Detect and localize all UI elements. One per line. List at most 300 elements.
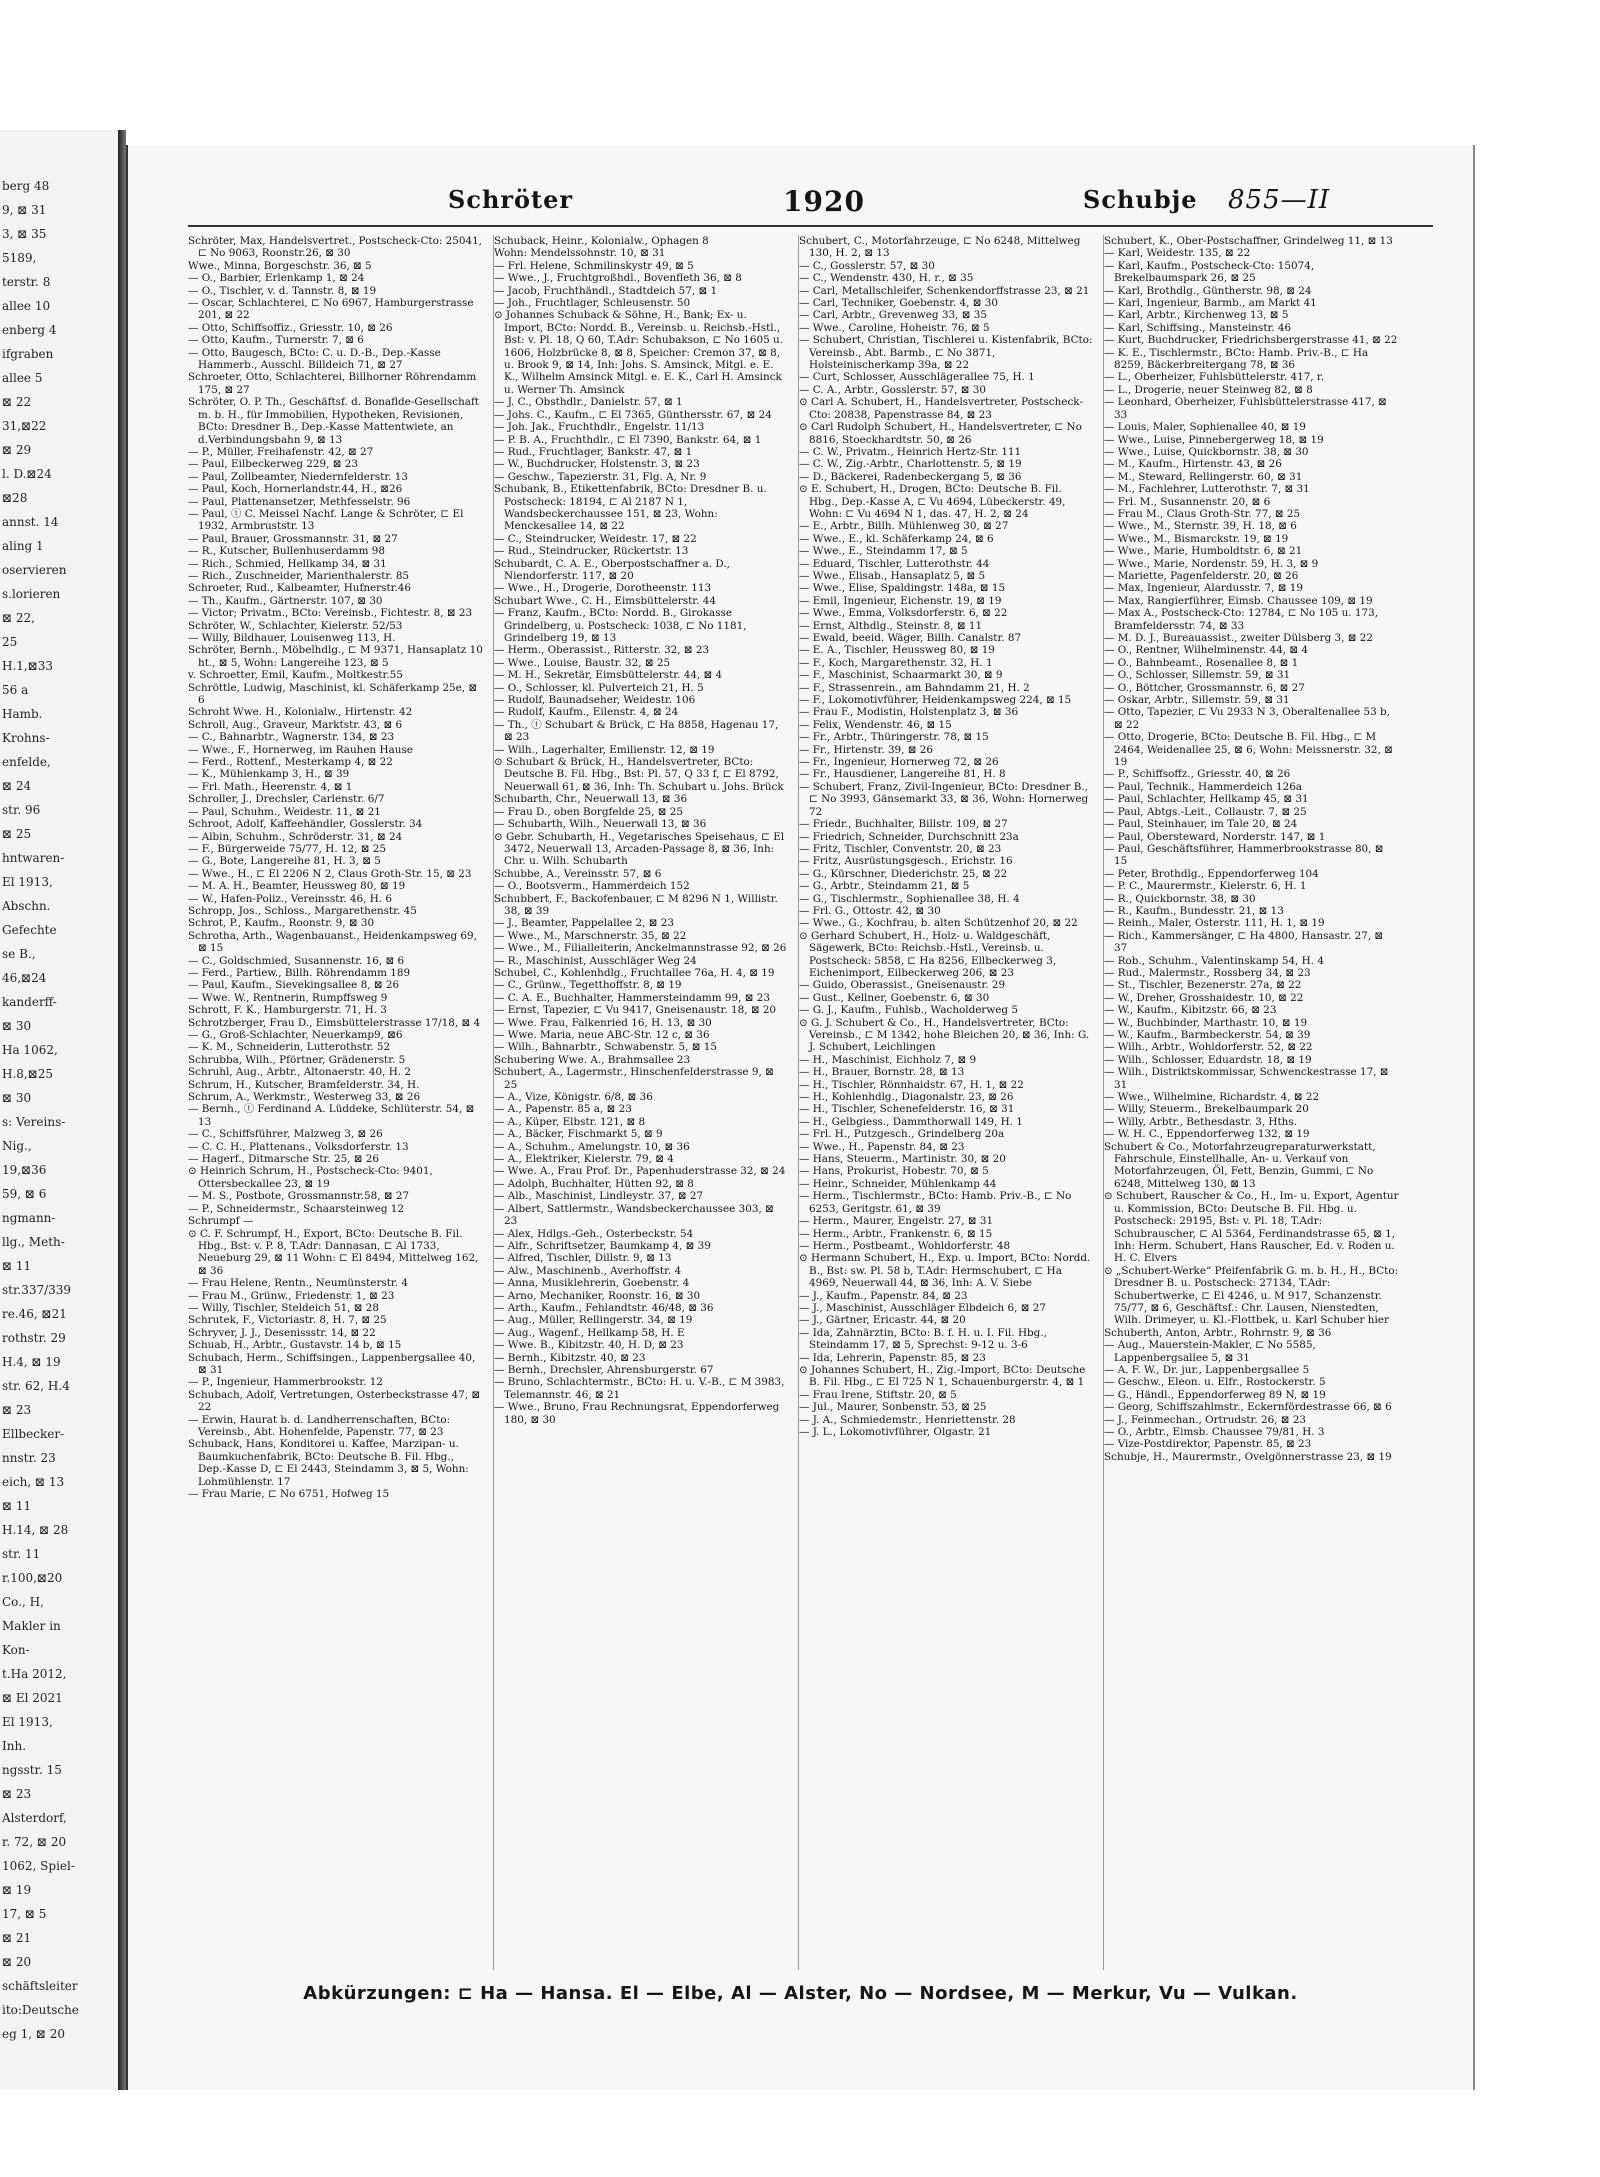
prev-page-text-fragment: ⊠ 25 [2, 827, 32, 841]
directory-entry: Schroll, Aug., Graveur, Marktstr. 43, ⊠ 6 [188, 718, 403, 731]
directory-entry: — Willy, Arbtr., Bethesdastr. 3, Hths. [1104, 1115, 1297, 1128]
directory-entry: v. Schroetter, Emil, Kaufm., Moltkestr.55 [188, 669, 403, 682]
directory-entry: — Karl, Arbtr., Kirchenweg 13, ⊠ 5 [1104, 309, 1289, 322]
directory-entry: — Ferd., Partiew., Billh. Röhrendamm 189 [188, 966, 411, 979]
prev-page-text-fragment: rothstr. 29 [2, 1331, 66, 1345]
directory-entry: — J., Feinmechan., Ortrudstr. 26, ⊠ 23 [1104, 1413, 1307, 1426]
directory-entry: — Leonhard, Oberheizer, Fuhlsbüttelerstrasse 417, ⊠ 33 [1104, 396, 1387, 421]
directory-entry: — Gust., Kellner, Goebenstr. 6, ⊠ 30 [799, 991, 990, 1004]
directory-entry: — W., Dreher, Grosshaidestr. 10, ⊠ 22 [1104, 991, 1304, 1004]
prev-page-text-fragment: El 1913, [2, 1715, 53, 1729]
abbreviations-footer: Abkürzungen: ⊏ Ha — Hansa. El — Elbe, Al — Alster, No — Nordsee, M — Merkur, Vu — Vulkan. [303, 1983, 1298, 2004]
directory-entry: — Otto, Kaufm., Turnerstr. 7, ⊠ 6 [188, 334, 364, 347]
directory-entry: — F., Strassenrein., am Bahndamm 21, H. 2 [799, 681, 1030, 694]
directory-entry: — O., Rentner, Wilhelminenstr. 44, ⊠ 4 [1104, 644, 1309, 657]
header-right-word: Schubje [1083, 185, 1198, 214]
directory-entry: — D., Bäckerei, Radenbeckergang 5, ⊠ 36 [799, 470, 1022, 483]
prev-page-text-fragment: r.100,⊠20 [2, 1571, 63, 1585]
directory-entry: — R., Kutscher, Bullenhuserdamm 98 [188, 545, 385, 558]
directory-entry: — Hans, Prokurist, Hobestr. 70, ⊠ 5 [799, 1165, 989, 1178]
prev-page-text-fragment: str.337/339 [2, 1283, 72, 1297]
directory-entry: — H., Kohlenhdlg., Diagonalstr. 23, ⊠ 26 [799, 1091, 1014, 1104]
directory-entry: ⊙ Gebr. Schubarth, H., Vegetarisches Speisehaus, ⊏ El 3472, Neuerwall 13, Arcaden-Passage 8, ⊠ 36, Inh: Chr. u. Wilh. Schubarth [494, 830, 785, 868]
directory-entry: — O., Böttcher, Grossmannstr. 6, ⊠ 27 [1104, 681, 1305, 694]
directory-entry: Schrubba, Wilh., Pförtner, Grädenerstr. 5 [188, 1053, 406, 1066]
directory-entry: ⊙ Hermann Schubert, H., Exp. u. Import, BCto: Nordd. B., Bst: sw. Pl. 58 b, T.Adr: Hermschubert, ⊏ Ha 4969, Neuerwall 44, ⊠ 36, Inh: A. V. Siebe [799, 1252, 1091, 1290]
directory-entry: — Rud., Fruchtlager, Bankstr. 47, ⊠ 1 [494, 445, 693, 458]
directory-entry: — Wwe., H., Papenstr. 84, ⊠ 23 [799, 1140, 965, 1153]
directory-entry: Schubart Wwe., C. H., Eimsbüttelerstr. 44 [494, 594, 716, 607]
directory-entry: — Karl, Weidestr. 135, ⊠ 22 [1104, 247, 1251, 260]
prev-page-text-fragment: H.4, ⊠ 19 [2, 1355, 61, 1369]
prev-page-text-fragment: Abschn. [2, 899, 51, 913]
directory-entry: — Aug., Mauerstein-Makler, ⊏ No 5585, Lappenbergsallee 5, ⊠ 31 [1104, 1339, 1316, 1364]
directory-entry: — Rich., Kammersänger, ⊏ Ha 4800, Hansastr. 27, ⊠ 37 [1104, 929, 1384, 955]
directory-entry: — O., Schlosser, Sillemstr. 59, ⊠ 31 [1104, 669, 1291, 682]
directory-entry: Schubbert, F., Backofenbauer, ⊏ M 8296 N 1, Willistr. 38, ⊠ 39 [494, 892, 778, 917]
directory-entry: — Max, Ingenieur, Alardusstr. 7, ⊠ 19 [1104, 582, 1303, 595]
prev-page-text-fragment: El 1913, [2, 875, 53, 889]
directory-entry: — Bernh., Kibitzstr. 40, ⊠ 23 [494, 1351, 646, 1364]
prev-page-text-fragment: berg 48 [2, 179, 50, 193]
directory-entry: — G., Bote, Langereihe 81, H. 3, ⊠ 5 [188, 855, 381, 868]
directory-entry: — Rich., Schmied, Hellkamp 34, ⊠ 31 [188, 557, 387, 570]
directory-entry: Schubarth, Chr., Neuerwall 13, ⊠ 36 [494, 793, 688, 806]
prev-page-text-fragment: H.1,⊠33 [2, 659, 54, 673]
directory-entry: — Wwe., G., Kochfrau, b. alten Schützenhof 20, ⊠ 22 [799, 917, 1078, 930]
directory-entry: — Ewald, beeid. Wäger, Billh. Canalstr. 87 [799, 632, 1022, 644]
directory-entry: — Paul, Kaufm., Sievekingsallee 8, ⊠ 26 [188, 979, 400, 992]
directory-entry: — G., Kürschner, Diederichstr. 25, ⊠ 22 [799, 867, 1008, 880]
directory-entry: — Willy, Tischler, Steldeich 51, ⊠ 28 [188, 1301, 380, 1314]
directory-entry: — Paul, Geschäftsführer, Hammerbrookstrasse 80, ⊠ 15 [1104, 842, 1384, 868]
directory-entry: — Rud., Steindrucker, Rückertstr. 13 [494, 545, 689, 558]
directory-entry: — Oskar, Arbtr., Sillemstr. 59, ⊠ 31 [1104, 694, 1290, 707]
directory-entry: Schrutek, F., Victoriastr. 8, H. 7, ⊠ 25 [188, 1314, 387, 1327]
directory-entry: — P. B. A., Fruchthdlr., ⊏ El 7390, Bankstr. 64, ⊠ 1 [494, 433, 762, 446]
directory-entry: — O., Tischler, v. d. Tannstr. 8, ⊠ 19 [188, 284, 377, 297]
directory-entry: — C., Bahnarbtr., Wagnerstr. 134, ⊠ 23 [188, 731, 395, 744]
directory-entry: — W., Kaufm., Barmbeckerstr. 54, ⊠ 39 [1104, 1029, 1311, 1041]
prev-page-text-fragment: schäftsleiter [2, 1979, 78, 1993]
prev-page-text-fragment: ⊠ 22, [2, 611, 35, 625]
directory-entry: — Frau Marie, ⊏ No 6751, Hofweg 15 [188, 1488, 390, 1501]
directory-entry: — G., Tischlermstr., Sophienallee 38, H. 4 [799, 892, 1020, 905]
prev-page-text-fragment: 56 a [2, 683, 29, 697]
directory-entry: — Paul, Schlachter, Hellkamp 45, ⊠ 31 [1104, 793, 1309, 806]
directory-entry: — Fritz, Tischler, Conventstr. 20, ⊠ 23 [799, 842, 1002, 855]
directory-entry: — C., Goldschmied, Susannenstr. 16, ⊠ 6 [188, 954, 405, 967]
directory-entry: — Schubert, Christian, Tischlerei u. Kistenfabrik, BCto: Vereinsb., Abt. Barmb., ⊏ No 3871, Holsteinischerkamp 39a, ⊠ 22 [799, 334, 1093, 372]
directory-entry: — H., Tischler, Schenefelderstr. 16, ⊠ 31 [799, 1103, 1015, 1116]
directory-entry: Schrum, A., Werkmstr., Westerweg 33, ⊠ 26 [188, 1091, 421, 1104]
directory-entry: — Frl. Math., Heerenstr. 4, ⊠ 1 [188, 780, 353, 793]
directory-entry: Schubert & Co., Motorfahrzeugreparaturwerkstatt, Fahrschule, Einstellhalle, An- u. Verkauf von Motorfahrzeugen, Öl, Fett, Benzin, Gummi, ⊏ No 6248, Mittelweg 130, ⊠ 13 [1104, 1140, 1376, 1190]
directory-entry: — M. H., Sekretär, Eimsbüttelerstr. 44, ⊠ 4 [494, 669, 723, 682]
directory-entry: Schroller, J., Drechsler, Carlenstr. 6/7 [188, 793, 385, 806]
directory-entry: Schroot, Adolf, Kaffeehändler, Gosslerstr. 34 [188, 818, 423, 831]
directory-entry: — Paul, Eilbeckerweg 229, ⊠ 23 [188, 458, 358, 471]
directory-entry: — Wilh., Lagerhalter, Emilienstr. 12, ⊠ 19 [494, 743, 715, 756]
directory-entry: — Friedrich, Schneider, Durchschnitt 23a [799, 830, 1019, 843]
directory-entry: Schubert, K., Ober-Postschaffner, Grindelweg 11, ⊠ 13 [1104, 235, 1393, 247]
prev-page-text-fragment: ⊠ 29 [2, 443, 32, 457]
prev-page-text-fragment: 1062, Spiel- [2, 1859, 75, 1873]
directory-entry: — Karl, Brothdlg., Güntherstr. 98, ⊠ 24 [1104, 284, 1312, 297]
directory-entry: — Paul, Plattenansetzer, Methfesselstr. 96 [188, 495, 411, 508]
directory-entry: — Paul, Abtgs.-Leit., Collaustr. 7, ⊠ 25 [1104, 805, 1307, 818]
directory-entry: — Schubarth, Wilh., Neuerwall 13, ⊠ 36 [494, 818, 707, 831]
directory-entry: — Johs. C., Kaufm., ⊏ El 7365, Günthersstr. 67, ⊠ 24 [494, 408, 772, 421]
directory-entry: ⊙ E. Schubert, H., Drogen, BCto: Deutsche B. Fil. Hbg., Dep.-Kasse A, ⊏ Vu 4694, Lübeckerstr. 49, Wohn: ⊏ Vu 4694 N 1, das. 47, H. 2, ⊠ 24 [799, 483, 1066, 520]
directory-entry: — Erwin, Haurat b. d. Landherrenschaften, BCto: Vereinsb., Abt. Hohenfelde, Papenstr. 77, ⊠ 23 [188, 1413, 451, 1438]
directory-entry: — M., Steward, Rellingerstr. 60, ⊠ 31 [1104, 470, 1303, 483]
directory-entry: — Joh. Jak., Fruchthdlr., Engelstr. 11/13 [494, 421, 705, 434]
prev-page-text-fragment: allee 5 [2, 371, 43, 385]
directory-entry: — Wwe., M., Marschnerstr. 35, ⊠ 22 [494, 929, 687, 942]
prev-page-text-fragment: ⊠ 30 [2, 1091, 32, 1105]
prev-page-text-fragment: ⊠ 11 [2, 1259, 32, 1273]
directory-entry: — F., Lokomotivführer, Heidenkampsweg 224, ⊠ 15 [799, 694, 1072, 707]
directory-entry: — Wilh., Arbtr., Wohldorferstr. 52, ⊠ 22 [1104, 1041, 1313, 1054]
directory-entry: — A., Elektriker, Kielerstr. 79, ⊠ 4 [494, 1153, 674, 1166]
prev-page-text-fragment: Ha 1062, [2, 1043, 58, 1057]
directory-entry: — J., Beamter, Pappelallee 2, ⊠ 23 [494, 917, 674, 930]
prev-page-text-fragment: Alsterdorf, [2, 1811, 67, 1825]
directory-entry: — Frl. M., Susannenstr. 20, ⊠ 6 [1104, 495, 1271, 508]
directory-entry: — Kurt, Buchdrucker, Friedrichsbergerstrasse 41, ⊠ 22 [1104, 334, 1398, 347]
directory-entry: — Reinh., Maler, Osterstr. 111, H. 1, ⊠ 19 [1104, 917, 1325, 930]
prev-page-text-fragment: terstr. 8 [2, 275, 51, 289]
directory-entry: — K. M., Schneiderin, Lutterothstr. 52 [188, 1041, 391, 1054]
directory-entry: — Wilh., Bahnarbtr., Schwabenstr. 5, ⊠ 15 [494, 1041, 717, 1054]
prev-page-text-fragment: ⊠ 20 [2, 1955, 32, 1969]
directory-entry: — A., Schuhm., Amelungstr. 10, ⊠ 36 [494, 1140, 690, 1153]
directory-entry: — C. W., Privatm., Heinrich Hertz-Str. 111 [799, 445, 1022, 458]
prev-page-text-fragment: annst. 14 [2, 515, 59, 529]
directory-entry: — H., Tischler, Rönnhaidstr. 67, H. 1, ⊠ 22 [799, 1078, 1024, 1091]
prev-page-text-fragment: aling 1 [2, 539, 44, 553]
directory-entry: — J. C., Obsthdlr., Danielstr. 57, ⊠ 1 [494, 396, 683, 409]
directory-entry: — Th., Kaufm., Gärtnerstr. 107, ⊠ 30 [188, 594, 383, 607]
directory-entry: — Paul, Brauer, Grossmannstr. 31, ⊠ 27 [188, 532, 398, 545]
directory-entry: — Wwe. Frau, Falkenried 16, H. 13, ⊠ 30 [494, 1016, 712, 1029]
directory-entry: — O., Barbier, Erlenkamp 1, ⊠ 24 [188, 272, 365, 285]
prev-page-text-fragment: Gefechte [2, 923, 57, 937]
directory-entry: — C., Schiffsführer, Malzweg 3, ⊠ 26 [188, 1128, 383, 1141]
directory-entry: — Ferd., Rottenf., Mesterkamp 4, ⊠ 22 [188, 756, 393, 769]
directory-entry: — Wwe., Elise, Spaldingstr. 148a, ⊠ 15 [799, 582, 1006, 595]
directory-entry: — Willy, Steuerm., Brekelbaumpark 20 [1104, 1103, 1309, 1116]
directory-entry: — M. S., Postbote, Grossmannstr.58, ⊠ 27 [188, 1190, 410, 1203]
directory-entry: — C. C. H., Plattenans., Volksdorferstr. 13 [188, 1140, 409, 1153]
directory-entry: — Frl. H., Putzgesch., Grindelberg 20a [799, 1128, 1005, 1141]
directory-entry: — Wilh., Distriktskommissar, Schwenckestrasse 17, ⊠ 31 [1104, 1066, 1389, 1091]
directory-entry: — Wwe., H., ⊏ El 2206 N 2, Claus Groth-Str. 15, ⊠ 23 [188, 867, 472, 880]
directory-entry: Schubardt, C. A. E., Oberpostschaffner a. D., Niendorferstr. 117, ⊠ 20 [494, 557, 730, 582]
directory-entry: — Felix, Wendenstr. 46, ⊠ 15 [799, 718, 952, 731]
directory-entry: — M., Kaufm., Hirtenstr. 43, ⊠ 26 [1104, 458, 1282, 471]
directory-entry: — Alex, Hdlgs.-Geh., Osterbeckstr. 54 [494, 1227, 694, 1240]
prev-page-text-fragment: ⊠28 [2, 491, 28, 505]
directory-entry: — M. A. H., Beamter, Heussweg 80, ⊠ 19 [188, 880, 406, 893]
directory-entry: — Herm., Arbtr., Frankenstr. 6, ⊠ 15 [799, 1227, 993, 1240]
prev-page-text-fragment: str. 62, H.4 [2, 1379, 70, 1393]
directory-entry: — F., Koch, Margarethenstr. 32, H. 1 [799, 656, 993, 669]
directory-entry: — Wwe., M., Filialleiterin, Anckelmannstrasse 92, ⊠ 26 [494, 942, 787, 955]
directory-entry: Schröter, Max, Handelsvertret., Postscheck-Cto: 25041, ⊏ No 9063, Roonstr.26, ⊠ 30 [188, 235, 482, 260]
prev-page-text-fragment: 31,⊠22 [2, 419, 47, 433]
directory-entry: Schruhl, Aug., Arbtr., Altonaerstr. 40, H. 2 [188, 1066, 412, 1079]
directory-entry: ⊙ Heinrich Schrum, H., Postscheck-Cto: 9401, Ottersbeckallee 23, ⊠ 19 [188, 1165, 433, 1190]
prev-page-text-fragment: Makler in [2, 1619, 61, 1633]
directory-entry: — G., Händl., Eppendorferweg 89 N, ⊠ 19 [1104, 1388, 1326, 1401]
directory-entry: — Wwe. W., Rentnerin, Rumpffsweg 9 [188, 991, 388, 1004]
directory-entry: Schröter, W., Schlachter, Kielerstr. 52/53 [188, 619, 403, 632]
directory-columns [188, 235, 1408, 1970]
directory-entry: — Frau D., oben Borgfelde 25, ⊠ 25 [494, 805, 683, 818]
directory-entry: — Paul, ⓣ C. Meissel Nachf. Lange & Schröter, ⊏ El 1932, Armbruststr. 13 [188, 507, 464, 533]
prev-page-text-fragment: Kon- [2, 1643, 30, 1657]
directory-entry: — Wwe., M., Bismarckstr. 19, ⊠ 19 [1104, 532, 1289, 545]
directory-entry: Schubbe, A., Vereinsstr. 57, ⊠ 6 [494, 867, 662, 880]
directory-entry: — Albert, Sattlermstr., Wandsbeckerchaussee 303, ⊠ 23 [494, 1202, 774, 1228]
directory-entry: — R., Kaufm., Bundesstr. 21, ⊠ 13 [1104, 904, 1284, 917]
directory-entry: — W., Hafen-Poliz., Vereinsstr. 46, H. 6 [188, 892, 392, 905]
directory-entry: — E. A., Tischler, Heussweg 80, ⊠ 19 [799, 644, 995, 657]
prev-page-text-fragment: ngmann- [2, 1211, 56, 1225]
directory-entry: — Peter, Brothdlg., Eppendorferweg 104 [1104, 867, 1319, 880]
prev-page-text-fragment: Co., H, [2, 1595, 44, 1609]
directory-entry: — J. L., Lokomotivführer, Olgastr. 21 [799, 1426, 992, 1438]
prev-page-text-fragment: 17, ⊠ 5 [2, 1907, 47, 1921]
directory-entry: ⊙ G. J. Schubert & Co., H., Handelsvertreter, BCto: Vereinsb., ⊏ M 1342, hohe Bleichen 20, ⊠ 36, Inh: G. J. Schubert, Leichlingen [799, 1016, 1090, 1054]
directory-entry: — M., Fachlehrer, Lutterothstr. 7, ⊠ 31 [1104, 483, 1310, 496]
prev-page-text-fragment: Hamb. [2, 707, 43, 721]
prev-page-text-fragment: 59, ⊠ 6 [2, 1187, 47, 1201]
directory-entry: — Eduard, Tischler, Lutterothstr. 44 [799, 557, 990, 570]
directory-entry: — Wwe. A., Frau Prof. Dr., Papenhuderstrasse 32, ⊠ 24 [494, 1165, 786, 1178]
directory-entry: — H., Brauer, Bornstr. 28, ⊠ 13 [799, 1066, 965, 1079]
directory-entry: ⊙ Johannes Schuback & Söhne, H., Bank; Ex- u. Import, BCto: Nordd. B., Vereinsb. u. Reichsb.-Hstl., Bst: v. Pl. 18, Q 60, T.Adr: Schubakson, ⊏ No 1605 u. 1606, Holzbrücke 8, ⊠ 8, Speicher: Cremon 37, ⊠ 8, u. Brook 9, ⊠ 14, Inh: Johs. S. Amsinck, Mitgl. e. E. K., Wilhelm Amsinck Mitgl. e. E. K., Carl H. Amsinck u. Werner Th. Amsinck [494, 309, 784, 396]
directory-entry: — Arno, Mechaniker, Roonstr. 16, ⊠ 30 [494, 1289, 701, 1302]
directory-entry: ⊙ „Schubert-Werke“ Pfeifenfabrik G. m. b. H., H., BCto: Dresdner B. u. Postscheck: 27134, T.Adr: Schubertwerke, ⊏ El 4246, u. M 917, Schanzenstr. 75/77, ⊠ 6, Geschäftsf.: Chr. Lausen, Nienstedten, Wilh. Drimeyer, u. Kl.-Flottbek, u. Karl Schuber hier [1104, 1264, 1399, 1327]
directory-entry: — W., Buchdrucker, Holstenstr. 3, ⊠ 23 [494, 458, 700, 471]
directory-entry: — Anna, Musiklehrerin, Goebenstr. 4 [494, 1277, 690, 1290]
directory-entry: — Rich., Zuschneider, Marienthalerstr. 85 [188, 569, 410, 582]
directory-entry: — Curt, Schlosser, Ausschlägerallee 75, H. 1 [799, 371, 1035, 384]
directory-entry: — Wwe., Marie, Nordenstr. 59, H. 3, ⊠ 9 [1104, 557, 1319, 570]
directory-entry: — Carl, Arbtr., Grevenweg 33, ⊠ 35 [799, 309, 987, 322]
directory-entry: — Wwe., Emma, Volksdorferstr. 6, ⊠ 22 [799, 607, 1008, 620]
directory-entry: — O., Bootsverm., Hammerdeich 152 [494, 880, 690, 893]
directory-entry: Schryver, J. J., Desenissstr. 14, ⊠ 22 [188, 1326, 376, 1339]
directory-entry: Schubach, Herm., Schiffsingen., Lappenbergsallee 40, ⊠ 31 [188, 1351, 476, 1376]
prev-page-text-fragment: H.14, ⊠ 28 [2, 1523, 69, 1537]
prev-page-text-fragment: Nig., [2, 1139, 32, 1153]
directory-entry: Schroeter, Otto, Schlachterei, Billhorner Röhrendamm 175, ⊠ 27 [188, 371, 477, 396]
directory-entry: Schroht Wwe. H., Kolonialw., Hirtenstr. 42 [188, 706, 413, 719]
prev-page-text-fragment: hntwaren- [2, 851, 65, 865]
directory-entry: — W. H. C., Eppendorferweg 132, ⊠ 19 [1104, 1128, 1310, 1141]
prev-page-text-fragment: s.lorieren [2, 587, 61, 601]
directory-entry: Schuback, Hans, Konditorei u. Kaffee, Marzipan- u. Baumkuchenfabrik, BCto: Deutsche B. Fil. Hbg., Dep.-Kasse D, ⊏ El 2443, Steindamm 3, ⊠ 5, Wohn: Lohmühlenstr. 17 [188, 1438, 469, 1488]
directory-entry: — Wwe., Bruno, Frau Rechnungsrat, Eppendorferweg 180, ⊠ 30 [494, 1401, 780, 1426]
directory-entry: Schropp, Jos., Schloss., Margarethenstr. 45 [188, 904, 417, 917]
directory-entry: Schubel, C., Kohlenhdlg., Fruchtallee 76a, H. 4, ⊠ 19 [494, 966, 775, 979]
directory-entry: — Wwe., Elisab., Hansaplatz 5, ⊠ 5 [799, 569, 986, 582]
directory-entry: — Geschw., Eleon. u. Elfr., Rostockerstr. 5 [1104, 1376, 1326, 1389]
directory-entry: — C., Wendenstr. 430, H. r., ⊠ 35 [799, 272, 974, 285]
directory-entry: — Wwe., Luise, Pinnebergerweg 18, ⊠ 19 [1104, 433, 1324, 446]
directory-entry: Schrotha, Arth., Wagenbauanst., Heidenkampsweg 69, ⊠ 15 [188, 929, 477, 955]
directory-entry: — Frau Helene, Rentn., Neumünsterstr. 4 [188, 1277, 408, 1290]
directory-entry: — F., Bürgerweide 75/77, H. 12, ⊠ 25 [188, 842, 386, 855]
prev-page-text-fragment: ⊠ 23 [2, 1787, 32, 1801]
directory-entry: — L., Drogerie, neuer Steinweg 82, ⊠ 8 [1104, 383, 1313, 396]
directory-entry: — Alw., Maschinenb., Averhoffstr. 4 [494, 1264, 682, 1277]
prev-page-text-fragment: eich, ⊠ 13 [2, 1475, 65, 1489]
prev-page-text-fragment: eg 1, ⊠ 20 [2, 2027, 65, 2041]
directory-entry: — W., Kaufm., Kibitzstr. 66, ⊠ 23 [1104, 1004, 1277, 1017]
directory-entry: Wwe., Minna, Borgeschstr. 36, ⊠ 5 [188, 259, 372, 272]
directory-entry: — Karl, Schiffsing., Mansteinstr. 46 [1104, 321, 1292, 334]
prev-page-text-fragment: 5189, [2, 251, 37, 265]
directory-entry: Schrott, F. K., Hamburgerstr. 71, H. 3 [188, 1004, 387, 1017]
prev-page-text-fragment: r. 72, ⊠ 20 [2, 1835, 67, 1849]
directory-entry: — A., Vize, Königstr. 6/8, ⊠ 36 [494, 1091, 653, 1104]
directory-entry: — Paul, Technik., Hammerdeich 126a [1104, 780, 1303, 793]
directory-entry: — Georg, Schiffszahlmstr., Eckernfördestrasse 66, ⊠ 6 [1104, 1401, 1392, 1414]
directory-entry: — O., Arbtr., Eimsb. Chaussee 79/81, H. 3 [1104, 1426, 1325, 1438]
previous-page-fragment [0, 130, 120, 2090]
prev-page-text-fragment: ⊠ 19 [2, 1883, 32, 1897]
directory-entry: — J., Gärtner, Ericastr. 44, ⊠ 20 [799, 1314, 966, 1327]
prev-page-text-fragment: ⊠ 23 [2, 1403, 32, 1417]
directory-entry: — Friedr., Buchhalter, Billstr. 109, ⊠ 27 [799, 818, 1008, 831]
directory-entry: — Frau M., Claus Groth-Str. 77, ⊠ 25 [1104, 507, 1301, 520]
directory-entry: Schrumpf — [188, 1215, 254, 1228]
prev-page-text-fragment: Krohns- [2, 731, 50, 745]
directory-entry: — K., Mühlenkamp 3, H., ⊠ 39 [188, 768, 350, 781]
directory-entry: — Willy, Bildhauer, Louisenweg 113, H. [188, 632, 396, 644]
directory-entry: Schubach, Adolf, Vertretungen, Osterbeckstrasse 47, ⊠ 22 [188, 1388, 481, 1414]
directory-entry: — Heinr., Schneider, Mühlenkamp 44 [799, 1177, 997, 1190]
directory-entry: — C., Gosslerstr. 57, ⊠ 30 [799, 259, 935, 272]
directory-entry: — Paul, Zollbeamter, Niedernfelderstr. 13 [188, 470, 409, 483]
directory-entry: — O., Schlosser, kl. Pulverteich 21, H. 5 [494, 681, 704, 694]
directory-entry: — Th., ⓣ Schubart & Brück, ⊏ Ha 8858, Hagenau 17, ⊠ 23 [494, 718, 779, 744]
directory-entry: — A. F. W., Dr. jur., Lappenbergsallee 5 [1104, 1363, 1310, 1376]
directory-entry: — Rudolf, Baunadseher, Weidestr. 106 [494, 694, 696, 707]
directory-entry: Schrot, P., Kaufm., Roonstr. 9, ⊠ 30 [188, 917, 375, 930]
prev-page-text-fragment: ifgraben [2, 347, 54, 361]
directory-entry: — Mariette, Pagenfelderstr. 20, ⊠ 26 [1104, 569, 1299, 582]
book-spine [118, 130, 126, 2090]
directory-entry: — P., Schneidermstr., Schaarsteinweg 12 [188, 1202, 405, 1215]
directory-entry: — J., Kaufm., Papenstr. 84, ⊠ 23 [799, 1289, 968, 1302]
directory-entry: — Wwe., Marie, Humboldtstr. 6, ⊠ 21 [1104, 545, 1303, 558]
prev-page-text-fragment: l. D.⊠24 [2, 467, 52, 481]
prev-page-text-fragment: str. 96 [2, 803, 41, 817]
directory-entry: — Albin, Schuhm., Schröderstr. 31, ⊠ 24 [188, 830, 403, 843]
prev-page-text-fragment: oservieren [2, 563, 67, 577]
directory-entry: — Wwe., Luise, Quickbornstr. 38, ⊠ 30 [1104, 445, 1309, 458]
directory-entry: — C. W., Zig.-Arbtr., Charlottenstr. 5, ⊠ 19 [799, 458, 1022, 471]
directory-entry: — Wwe., E., kl. Schäferkamp 24, ⊠ 6 [799, 532, 994, 545]
directory-entry: — O., Bahnbeamt., Rosenallee 8, ⊠ 1 [1104, 656, 1299, 669]
directory-entry: — Karl, Ingenieur, Barmb., am Markt 41 [1104, 297, 1317, 310]
directory-entry: — Aug., Müller, Rellingerstr. 34, ⊠ 19 [494, 1314, 693, 1327]
directory-entry: — P., Ingenieur, Hammerbrookstr. 12 [188, 1376, 384, 1389]
column-4 [1103, 235, 1399, 1970]
prev-page-text-fragment: ⊠ 21 [2, 1931, 32, 1945]
directory-entry: — Frau Irene, Stiftstr. 20, ⊠ 5 [799, 1388, 957, 1401]
directory-entry: Schubank, B., Etikettenfabrik, BCto: Dresdner B. u. Postscheck: 18194, ⊏ Al 2187 N 1, Wandsbeckerchaussee 151, ⊠ 23, Wohn: Menckesallee 14, ⊠ 22 [494, 483, 767, 533]
directory-entry: — H., Maschinist, Eichholz 7, ⊠ 9 [799, 1053, 977, 1066]
directory-entry: — Joh., Fruchtlager, Schleusenstr. 50 [494, 297, 691, 310]
directory-entry: — Paul, Schuhm., Weidestr. 11, ⊠ 21 [188, 805, 381, 818]
directory-entry: — Otto, Schiffsoffiz., Griesstr. 10, ⊠ 26 [188, 321, 393, 334]
directory-entry: — A., Küper, Elbstr. 121, ⊠ 8 [494, 1115, 646, 1128]
prev-page-text-fragment: H.8,⊠25 [2, 1067, 54, 1081]
directory-entry: — Otto, Drogerie, BCto: Deutsche B. Fil. Hbg., ⊏ M 2464, Weidenallee 25, ⊠ 6, Wohn: Meissnerstr. 32, ⊠ 19 [1104, 731, 1393, 769]
directory-entry: — Alfred, Tischler, Dillstr. 9, ⊠ 13 [494, 1252, 672, 1265]
prev-page-text-fragment: ngsstr. 15 [2, 1763, 62, 1777]
directory-entry: ⊙ Gerhard Schubert, H., Holz- u. Waldgeschäft, Sägewerk, BCto: Reichsb.-Hstl., Vereinsb. u. Postscheck: 5858, ⊏ Ha 8256, Ellbeckerweg 3, Eichenimport, Eilbeckerweg 206, ⊠ 23 [799, 929, 1057, 979]
directory-entry: — Vize-Postdirektor, Papenstr. 85, ⊠ 23 [1104, 1438, 1312, 1451]
prev-page-text-fragment: enberg 4 [2, 323, 57, 337]
directory-entry: — H., Gelbgiess., Dammthorwall 149, H. 1 [799, 1115, 1023, 1128]
directory-entry: — Herm., Oberassist., Ritterstr. 32, ⊠ 23 [494, 644, 710, 657]
directory-entry: — Fritz, Ausrüstungsgesch., Erichstr. 16 [799, 855, 1013, 868]
prev-page-text-fragment: 19,⊠36 [2, 1163, 47, 1177]
directory-entry: — Wwe., E., Steindamm 17, ⊠ 5 [799, 545, 968, 558]
directory-entry: — Rud., Malermstr., Rossberg 34, ⊠ 23 [1104, 966, 1311, 979]
directory-entry: ⊙ Johannes Schubert, H., Zig.-Import, BCto: Deutsche B. Fil. Hbg., ⊏ El 725 N 1, Schauenburgerstr. 4, ⊠ 1 [799, 1363, 1086, 1389]
directory-entry: ⊙ Carl Rudolph Schubert, H., Handelsvertreter, ⊏ No 8816, Stoeckhardtstr. 50, ⊠ 26 [799, 421, 1082, 446]
directory-entry: — Herm., Postbeamt., Wohldorferstr. 48 [799, 1239, 1011, 1252]
directory-entry: Schuback, Heinr., Kolonialw., Ophagen 8 [494, 235, 709, 247]
prev-page-text-fragment: 3, ⊠ 35 [2, 227, 47, 241]
directory-entry: — W., Buchbinder, Marthastr. 10, ⊠ 19 [1104, 1016, 1308, 1029]
prev-page-text-fragment: ⊠ 11 [2, 1499, 32, 1513]
directory-entry: ⊙ Carl A. Schubert, H., Handelsvertreter, Postscheck-Cto: 20838, Papenstrasse 84, ⊠ 23 [799, 396, 1083, 421]
prev-page-text-fragment: ⊠ El 2021 [2, 1691, 63, 1705]
directory-entry: — R., Quickbornstr. 38, ⊠ 30 [1104, 892, 1256, 905]
directory-entry: — P. C., Maurermstr., Kielerstr. 6, H. 1 [1104, 880, 1307, 893]
directory-entry: — R., Maschinist, Ausschläger Weg 24 [494, 954, 697, 967]
directory-entry: — Paul, Steinhauer, im Tale 20, ⊠ 24 [1104, 818, 1298, 831]
prev-page-text-fragment: Ellbecker- [2, 1427, 65, 1441]
directory-entry: — Carl, Metallschleifer, Schenkendorffstrasse 23, ⊠ 21 [799, 284, 1090, 297]
directory-entry: — Paul, Obersteward, Norderstr. 147, ⊠ 1 [1104, 830, 1326, 843]
prev-page-text-fragment: 9, ⊠ 31 [2, 203, 47, 217]
prev-page-text-fragment: kanderff- [2, 995, 57, 1009]
prev-page-text-fragment: str. 11 [2, 1547, 41, 1561]
directory-entry: — Fr., Hausdiener, Langereihe 81, H. 8 [799, 768, 1006, 781]
directory-entry: — Wwe. B., Kibitzstr. 40, H. D, ⊠ 23 [494, 1339, 684, 1352]
page-header [128, 185, 1473, 225]
directory-entry: — C. A. E., Buchhalter, Hammersteindamm 99, ⊠ 23 [494, 991, 770, 1004]
directory-entry: — Bernh., Drechsler, Ahrensburgerstr. 67 [494, 1363, 714, 1376]
directory-entry: — Louis, Maler, Sophienallee 40, ⊠ 19 [1104, 421, 1306, 434]
directory-entry: — Aug., Wagenf., Hellkamp 58, H. E [494, 1326, 685, 1339]
directory-entry: — Wilh., Schlosser, Eduardstr. 18, ⊠ 19 [1104, 1053, 1312, 1066]
directory-entry: — Fr., Hirtenstr. 39, ⊠ 26 [799, 743, 934, 756]
directory-entry: — Rudolf, Kaufm., Eilenstr. 4, ⊠ 24 [494, 706, 679, 719]
directory-entry: — F., Maschinist, Schaarmarkt 30, ⊠ 9 [799, 669, 1003, 682]
